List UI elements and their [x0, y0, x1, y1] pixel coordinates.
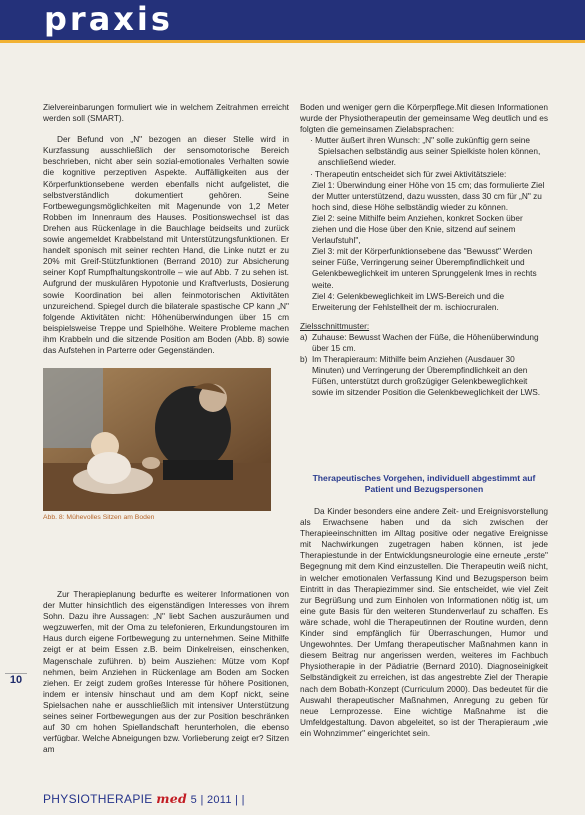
issue-number: 5 | 2011 | |	[190, 794, 245, 806]
goal-list	[300, 180, 548, 313]
magazine-name-suffix: med	[156, 791, 188, 806]
list-item	[300, 332, 548, 354]
child-photo	[43, 368, 271, 511]
paragraph: Zielvereinbarungen formuliert wie in welchem Zeitrahmen erreicht werden soll (SMART).	[43, 102, 289, 124]
subheading: Zielsschnittmuster:	[300, 320, 370, 331]
list-item: · Mutter äußert ihren Wunsch: „N" solle zukünftig gern seine Spielsachen selbständig aus seiner Spielkiste holen können, anschließend wieder.	[310, 135, 548, 168]
list-marker: a)	[300, 331, 308, 342]
ab-list	[300, 332, 548, 399]
paragraph: Da Kinder besonders eine andere Zeit- und Ereignisvorstellung als Erwachsene haben und da sich zwischen der Therapieeinschnitten im Alltag positive oder negative Ereignisse mit Nachwirkungen zugetragen haben können, ist jede Therapiestunde in der Entwicklungsneurologie eine erneute „erste" Begegnung mit dem Kind einzustellen. Die Therapeutin weiß nicht, in welcher emotionalen Verfassung Kind und Bezugsperson beim Eintritt in das Therapiezimmer sind. Sie entscheidet, wie viel Zeit zur Begrüßung und zum Einholen von Informationen nötig ist, um eine gute Basis für den weiteren Stundenverlauf zu schaffen. Es wäre schade, wohl die Therapeutinnen der Routine wurden, denn Kinder sind empfänglich für Überraschungen, Humor und Ungewohntes. Der Umfang therapeutischer Maßnahmen kann in diesem Beitrag nur angerissen werden, weiteres im Fachbuch Physiotherapie in der Pädiatrie (Bernard 2010). Diagnoseinigkeit Selbständigkeit zu erreichen, ist das angestrebte Ziel der Therapie nach dem Bobath-Konzept (Curriculum 2000). Das bedeutet für die Auswahl therapeutischer Maßnahmen, Anregung zu geben für neue Lernprozesse. Eine wichtige Maßnahme ist die Umfeldgestaltung. Davon abgeleitet, so ist der Therapieraum „wie ein Wohnzimmer" eingerichtet sein.	[300, 506, 548, 738]
bullet-list	[300, 135, 548, 179]
left-column-lower	[43, 589, 289, 765]
goal-item: Ziel 1: Überwindung einer Höhe von 15 cm; das formulierte Ziel der Mutter unterstützend, dazu wussten, dass 30 cm für „N" zu hoch sind, diese Höhe selbständig wieder zu können.	[312, 179, 545, 212]
goal-item: Ziel 4: Gelenkbeweglichkeit im LWS-Bereich und die Erweiterung der Fehlstellheit der m. ischiocruralen.	[312, 290, 505, 312]
right-column-lower	[300, 506, 548, 749]
page-number: 10	[5, 673, 27, 690]
section-heading: Therapeutisches Vorgehen, individuell abgestimmt auf Patient und Bezugspersonen	[312, 473, 536, 494]
goal-item: Ziel 3: mit der Körperfunktionsebene das "Bewusst" Werden seiner Füße, Verringerung seiner Überempfindlichkeit und Gelenkbeweglichkeit im unteren Sprunggelenk lmes in rechts weite.	[312, 246, 537, 290]
paragraph: Zur Therapieplanung bedurfte es weiterer Informationen von der Mutter hinsichtlich des eigenständigen Interesses von ihrem Sohn. Dazu ihre Aussagen: „N" liebt Sachen auszuräumen und wegzuwerfen, mit der Oma zu telefonieren, Erkundungstouren im Haus durch eigene Fortbewegung zu unternehmen. Seine Mithilfe zeigt er at beim Essen z.B. beim Dinkelreisen, einschenken, Magenschale zuführen. b) beim Ausziehen: Mütze vom Kopf nehmen, beim Anziehen in Rückenlage am Boden am Socken ziehen. Er zeigt zudem großes Interesse für höhere Positionen, indem er intensiv hinschaut und am dem Kopf nickt, seine Spielsachen nahe er ausschließlich mit intensiver Unterstützung seines seiner Fortbewegungen aus der zur Position beschränken auf 30 cm hohen Spiellandschaft herunterholen, die ebenso verfügbar. Welche Abneigungen bzw. Vorlieberung zeigt er? Sitzen am	[43, 589, 289, 755]
goal-item: Ziel 2: seine Mithilfe beim Anziehen, konkret Socken über ziehen und die Hose über den Knie, sitzend auf seinem Verlaufstuhl",	[312, 212, 523, 246]
footer-logo	[43, 790, 245, 808]
magazine-name: PHYSIOTHERAPIE	[43, 792, 153, 806]
list-item	[300, 354, 548, 398]
paragraph: Der Befund von „N" bezogen an dieser Stelle wird in Kurzfassung ausschließlich der sensomotorische Bereich beschrieben, nicht aber sein sozial-emotionales Verhalten sowie die kognitive perzeptiven Aspekte. Auffälligkeiten aus der Körperfunktionsebene werden ebenfalls nicht aufgelistet, die selbstverständlich dokumentiert gehören. Seine Fortbewegungsmöglichkeiten mit Magenunde von 1,2 Meter Robben im Innenraum des Hauses. Positionswechsel ist das Drehen aus Rückenlage in die Bauchlage beidseits und zurück sowie angemeldet Krabbelstand mit Unterstützungsfunktionen. Er handelt sponisch mit seiner rechten Hand, die Linke nutzt er zu 20% mit Greif-Stützfunktionen (Berrand 2010) zur Absicherung seiner Kopf Rumpfhaltungskontrolle – wie auf Abb. 7 zu sehen ist. Aufgrund der muskulären Hypotonie und Kraftverlusts, Dosierung sowie Koordination bei allen feinmotorischen Aktivitäten unzureichend. Spiegel durch die bilaterale spastische CP kann „N" folgende Aktivitäten nicht: Höhenüberwindungen über 15 cm beispielsweise Treppe und Spielhöhe. Weitere Probleme machen ihm Krabbeln und die sitzende Position am Boden (Abb. 8) sowie das Aufstehen in Parterre oder Gegenständen.	[43, 134, 289, 355]
right-column	[300, 102, 548, 398]
list-item: · Therapeutin entscheidet sich für zwei Aktivitätsziele:	[310, 169, 548, 180]
list-text: Zuhause: Bewusst Wachen der Füße, die Höhenüberwindung über 15 cm.	[312, 331, 539, 353]
left-column	[43, 102, 289, 366]
figure-caption: Abb. 8: Mühevolles Sitzen am Boden	[43, 514, 155, 521]
header-bar	[0, 0, 585, 43]
list-text: Im Therapieraum: Mithilfe beim Anziehen (Ausdauer 30 Minuten) und Verringerung der Überempfindlichkeit an den Füßen, unterstützt durch großzügiger Gelenkbeweglichkeit sowie im sitzender Position die Gelenkbeweglichkeit der LWS.	[312, 354, 541, 398]
paragraph: Boden und weniger gern die Körperpflege.Mit diesen Informationen wurde der Physiotherapeutin der gemeinsame Weg deutlich und es folgten die gemeinsamen Zielabsprachen:	[300, 102, 548, 135]
list-marker: b)	[300, 354, 308, 365]
section-title: praxis	[44, 0, 173, 38]
